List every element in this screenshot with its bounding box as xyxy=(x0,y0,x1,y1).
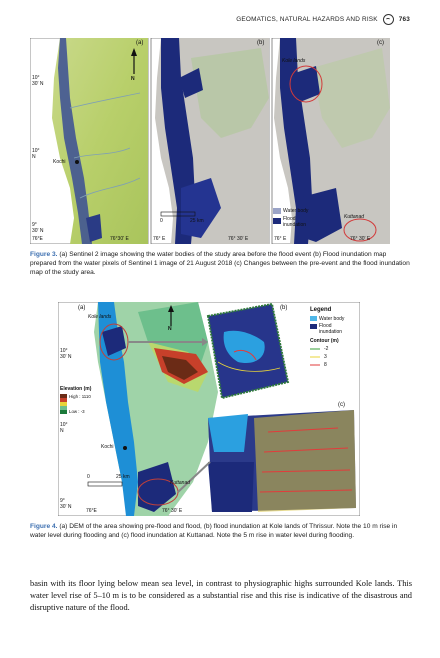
fig3-panel-b-label: (b) xyxy=(257,40,265,46)
figure-4-caption-label: Figure 4. xyxy=(30,523,58,530)
fig4-kole-label: Kole lands xyxy=(88,314,112,320)
figure-3 xyxy=(30,38,390,244)
fig3-kole-label: Kole lands xyxy=(282,58,306,64)
fig4-panel-b-label: (b) xyxy=(280,305,288,311)
fig3-legend-water-swatch xyxy=(273,208,281,214)
fig4-contour-8-label: 8 xyxy=(324,362,327,368)
figure-4-caption xyxy=(30,522,412,540)
fig3-lon-label-c2: 76° 30' E xyxy=(350,236,371,242)
figure-3-caption xyxy=(30,250,412,278)
fig4-contour-title: Contour (m) xyxy=(310,338,339,344)
fig4-legend-title: Legend xyxy=(310,307,332,313)
figure-3-maps xyxy=(30,38,390,244)
fig4-lon-label-1: 76°E xyxy=(86,508,97,514)
fig3-kochi-marker xyxy=(75,160,79,164)
fig3-lat-label-930: 9° 30' N xyxy=(32,222,44,234)
journal-title: GEOMATICS, NATURAL HAZARDS AND RISK xyxy=(236,16,378,23)
body-paragraph: basin with its floor lying below mean sea level, in contrast to physiographic highs surrounded Kole lands. This water level rise of 5–10 m is to be considered as a substantial rise and this rise is indicative of the disastrous and disruptive nature of the flood. xyxy=(30,579,412,613)
fig4-lat-label-1030: 10° 30' N xyxy=(60,348,72,360)
fig3-kochi-label: Kochi xyxy=(53,159,66,165)
fig3-legend-water-label: Water body xyxy=(283,208,309,214)
journal-logo-icon xyxy=(383,14,394,25)
fig3-kuttanad-label: Kuttanad xyxy=(344,214,365,220)
fig4-elevation-title: Elevation (m) xyxy=(60,386,92,392)
fig3-legend-flood-swatch xyxy=(273,218,281,224)
fig4-lat-label-930: 9° 30' N xyxy=(60,498,72,510)
figure-4-maps xyxy=(58,302,360,516)
fig3-lat-label-1030: 10° 30' N xyxy=(32,75,44,87)
fig4-north-label: N xyxy=(168,326,172,332)
fig4-lat-label-10: 10° N xyxy=(60,422,68,434)
fig4-contour-m2-label: -2 xyxy=(324,346,329,352)
fig3-panel-a-map xyxy=(30,38,148,244)
fig3-lon-label-b1: 76° E xyxy=(153,236,166,242)
fig3-scale-zero: 0 xyxy=(160,218,163,224)
fig4-panel-a-label: (a) xyxy=(78,305,86,311)
fig4-elevation-low: Low : -3 xyxy=(69,409,85,414)
fig3-lon-label-a2: 76°30' E xyxy=(110,236,129,242)
fig4-panel-c-label: (c) xyxy=(338,402,345,408)
fig4-lon-label-2: 76° 30' E xyxy=(162,508,183,514)
page-number: 763 xyxy=(398,16,410,23)
fig3-panel-c-label: (c) xyxy=(377,40,384,46)
fig4-legend-flood-label: Flood inundation xyxy=(319,323,343,335)
fig4-kochi-marker xyxy=(123,446,127,450)
fig4-elevation-high: High : 1110 xyxy=(69,394,91,399)
fig4-scale-zero: 0 xyxy=(87,474,90,480)
fig3-scale-end: 25 km xyxy=(190,218,204,224)
figure-4 xyxy=(58,302,360,516)
fig4-panel-c-inset xyxy=(208,410,356,512)
fig3-lon-label-a1: 76°E xyxy=(32,236,43,242)
fig3-north-label: N xyxy=(131,76,135,82)
fig3-lon-label-b2: 76° 30' E xyxy=(228,236,249,242)
fig3-legend-flood-label: Flood inundation xyxy=(283,216,307,228)
figure-4-caption-text: (a) DEM of the area showing pre-flood and flood, (b) flood inundation at Kole lands of Thrissur. Note the 10 m rise in water level during flooding and (c) flood inundation at Kuttanad. Note the 5 m rise in water level during flooding. xyxy=(30,523,398,540)
fig4-kuttanad-label: Kuttanad xyxy=(170,480,191,486)
fig4-legend-water-label: Water body xyxy=(319,316,345,322)
fig3-panel-a-label: (a) xyxy=(136,40,144,46)
running-header xyxy=(236,14,410,25)
fig4-legend-flood-swatch xyxy=(310,324,317,329)
figure-3-caption-label: Figure 3. xyxy=(30,251,58,258)
fig4-elevation-ramp xyxy=(60,394,67,414)
figure-3-caption-text: (a) Sentinel 2 image showing the water bodies of the study area before the flood event (b) Flood inundation map prepared from the water pixels of Sentinel 1 image of 21 August 2018 (c) Changes between the pre-event and the flood inundation map of the study area. xyxy=(30,251,410,277)
fig4-scale-end: 25 km xyxy=(116,474,130,480)
fig4-kochi-label: Kochi xyxy=(101,444,114,450)
fig3-lat-label-10: 10° N xyxy=(32,148,40,160)
fig3-lon-label-c1: 76° E xyxy=(274,236,287,242)
fig4-legend-water-swatch xyxy=(310,316,317,321)
fig3-panel-b-map xyxy=(151,38,269,244)
fig4-contour-3-label: 3 xyxy=(324,354,327,360)
